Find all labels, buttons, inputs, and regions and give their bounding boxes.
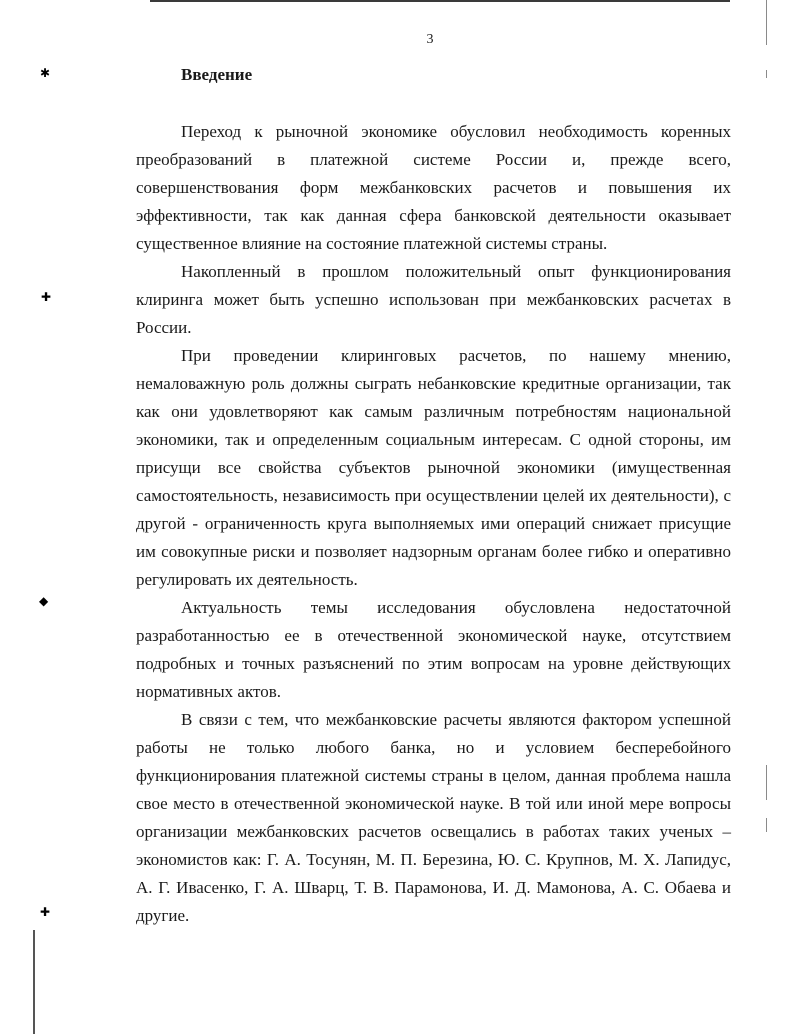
body-text: [136, 118, 731, 930]
page-number: 3: [426, 32, 434, 47]
section-heading: Введение: [181, 65, 253, 84]
paragraph: Накопленный в прошлом положительный опыт функционирования клиринга может быть успешно использован при межбанковских расчетах в России.: [136, 262, 731, 337]
binding-hole-mark: ✱: [40, 66, 51, 80]
right-scan-edge: [766, 70, 767, 78]
paragraph: При проведении клиринговых расчетов, по нашему мнению, немаловажную роль должны сыграть небанковские кредитные организации, так как они удовлетворяют как самым различным потребностям национальной экономики, так и определенным социальным интересам. С одной стороны, им присущи все свойства субъектов рыночной экономики (имущественная самостоятельность, независимость при осуществлении целей их деятельности), с другой - ограниченность круга выполняемых ими операций снижает присущие им совокупные риски и позволяет надзорным органам более гибко и оперативно регулировать их деятельность.: [136, 346, 731, 589]
right-scan-edge: [766, 818, 767, 832]
binding-hole-mark: ✚: [40, 905, 51, 919]
right-scan-edge: [766, 765, 767, 800]
paragraph: В связи с тем, что межбанковские расчеты являются фактором успешной работы не только любого банка, но и условием бесперебойного функционирования платежной системы страны в целом, данная проблема нашла свое место в отечественной экономической науке. В той или иной мере вопросы организации межбанковских расчетов освещались в работах таких ученых – экономистов как: Г. А. Тосунян, М. П. Березина, Ю. С. Крупнов, М. Х. Лапидус, А. Г. Ивасенко, Г. А. Шварц, Т. В. Парамонова, И. Д. Мамонова, А. С. Обаева и другие.: [136, 710, 731, 925]
paragraph: Переход к рыночной экономике обусловил необходимость коренных преобразований в платежной системе России и, прежде всего, совершенствования форм межбанковских расчетов и повышения их эффективности, так как данная сфера банковской деятельности оказывает существенное влияние на состояние платежной системы страны.: [136, 122, 731, 253]
binding-hole-mark: ◆: [39, 594, 49, 608]
top-scan-rule: [150, 0, 730, 2]
left-scan-edge: [33, 930, 35, 1034]
binding-hole-mark: ✚: [41, 290, 52, 304]
paragraph: Актуальность темы исследования обусловлена недостаточной разработанностью ее в отечественной экономической науке, отсутствием подробных и точных разъяснений по этим вопросам на уровне действующих нормативных актов.: [136, 598, 731, 701]
